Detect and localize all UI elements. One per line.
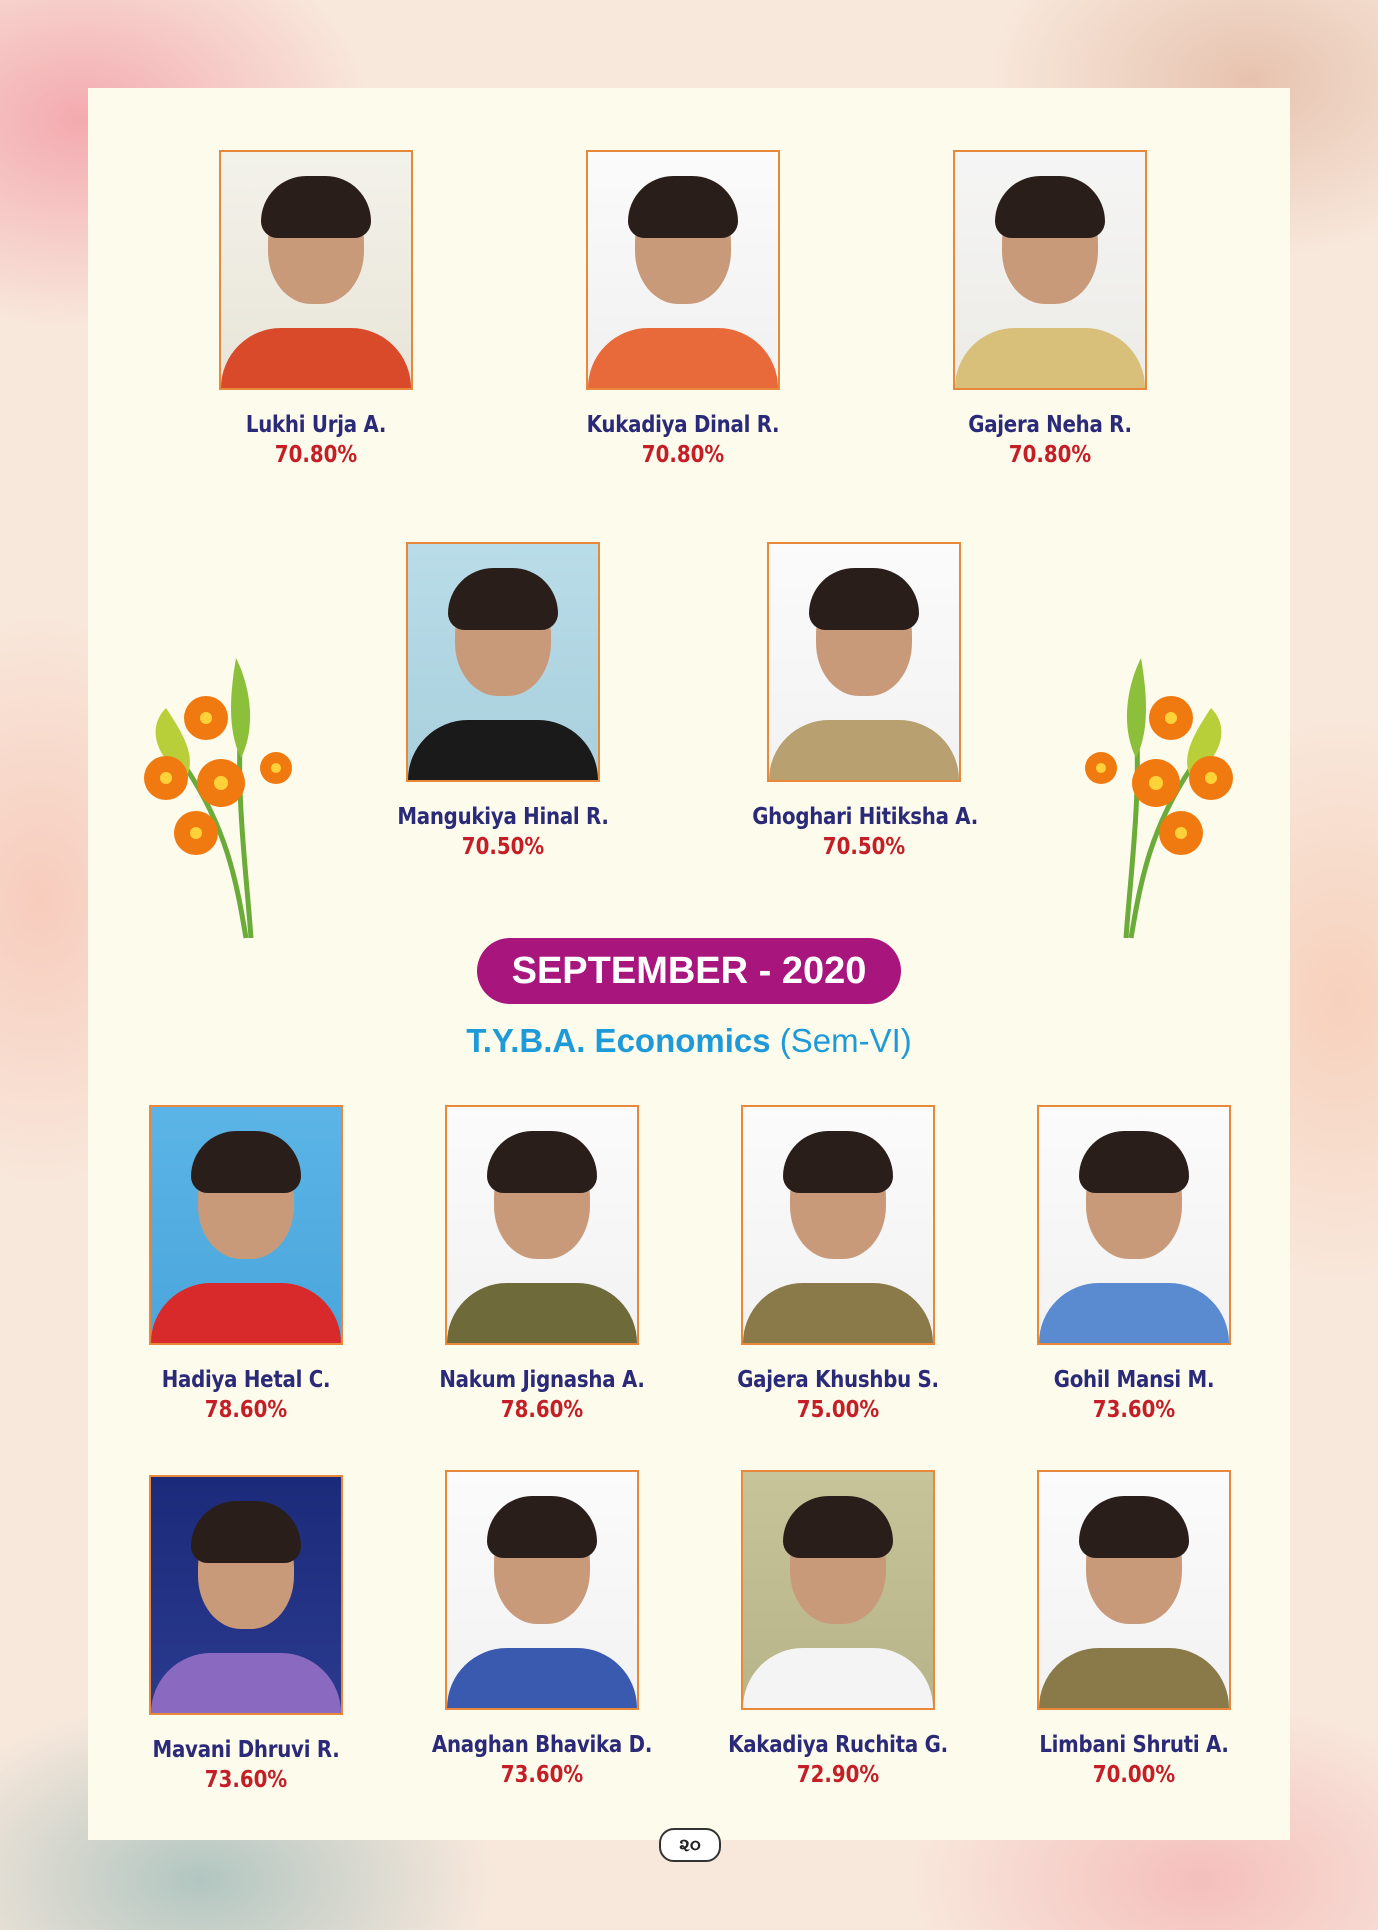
student-card <box>412 1470 672 1788</box>
student-name: Kukadiya Dinal R. <box>586 412 780 438</box>
student-name: Gajera Neha R. <box>968 412 1132 438</box>
student-photo <box>741 1470 935 1710</box>
student-percent: 70.00% <box>1092 1762 1176 1788</box>
student-name: Nakum Jignasha A. <box>439 1367 645 1393</box>
student-card <box>920 150 1180 468</box>
student-name: Mangukiya Hinal R. <box>397 804 609 830</box>
student-percent: 78.60% <box>500 1397 584 1423</box>
student-photo <box>741 1105 935 1345</box>
student-photo <box>445 1105 639 1345</box>
student-photo <box>953 150 1147 390</box>
student-name: Gajera Khushbu S. <box>737 1367 939 1393</box>
student-name: Lukhi Urja A. <box>245 412 387 438</box>
student-card <box>116 1105 376 1423</box>
semester-label: (Sem-VI) <box>779 1022 912 1059</box>
student-percent: 72.90% <box>796 1762 880 1788</box>
flower-bouquet-icon <box>126 648 326 948</box>
student-percent: 75.00% <box>796 1397 880 1423</box>
student-name: Ghoghari Hitiksha A. <box>752 804 978 830</box>
course-heading <box>389 1022 989 1060</box>
student-percent: 73.60% <box>500 1762 584 1788</box>
student-name: Gohil Mansi M. <box>1053 1367 1215 1393</box>
student-card <box>708 1105 968 1423</box>
student-card <box>553 150 813 468</box>
student-photo <box>767 542 961 782</box>
student-percent: 73.60% <box>204 1767 288 1793</box>
student-percent: 70.50% <box>822 834 906 860</box>
student-card <box>186 150 446 468</box>
student-card <box>1004 1470 1264 1788</box>
student-photo <box>149 1105 343 1345</box>
student-photo <box>445 1470 639 1710</box>
student-card <box>116 1475 376 1793</box>
student-percent: 70.50% <box>461 834 545 860</box>
student-name: Limbani Shruti A. <box>1039 1732 1229 1758</box>
student-photo <box>1037 1470 1231 1710</box>
student-card <box>708 1470 968 1788</box>
student-percent: 78.60% <box>204 1397 288 1423</box>
student-name: Kakadiya Ruchita G. <box>728 1732 948 1758</box>
student-percent: 70.80% <box>274 442 358 468</box>
student-percent: 70.80% <box>641 442 725 468</box>
student-name: Anaghan Bhavika D. <box>431 1732 653 1758</box>
student-name: Mavani Dhruvi R. <box>152 1737 340 1763</box>
student-card <box>734 542 994 860</box>
page-number: ૨૦ <box>659 1828 721 1862</box>
student-percent: 73.60% <box>1092 1397 1176 1423</box>
section-banner: SEPTEMBER - 2020 <box>477 938 901 1004</box>
student-card <box>1004 1105 1264 1423</box>
student-photo <box>1037 1105 1231 1345</box>
student-name: Hadiya Hetal C. <box>161 1367 331 1393</box>
flower-bouquet-icon <box>1051 648 1251 948</box>
student-percent: 70.80% <box>1008 442 1092 468</box>
student-card <box>373 542 633 860</box>
student-card <box>412 1105 672 1423</box>
student-photo <box>586 150 780 390</box>
student-photo <box>406 542 600 782</box>
student-photo <box>149 1475 343 1715</box>
student-photo <box>219 150 413 390</box>
course-name: T.Y.B.A. Economics <box>466 1022 771 1059</box>
